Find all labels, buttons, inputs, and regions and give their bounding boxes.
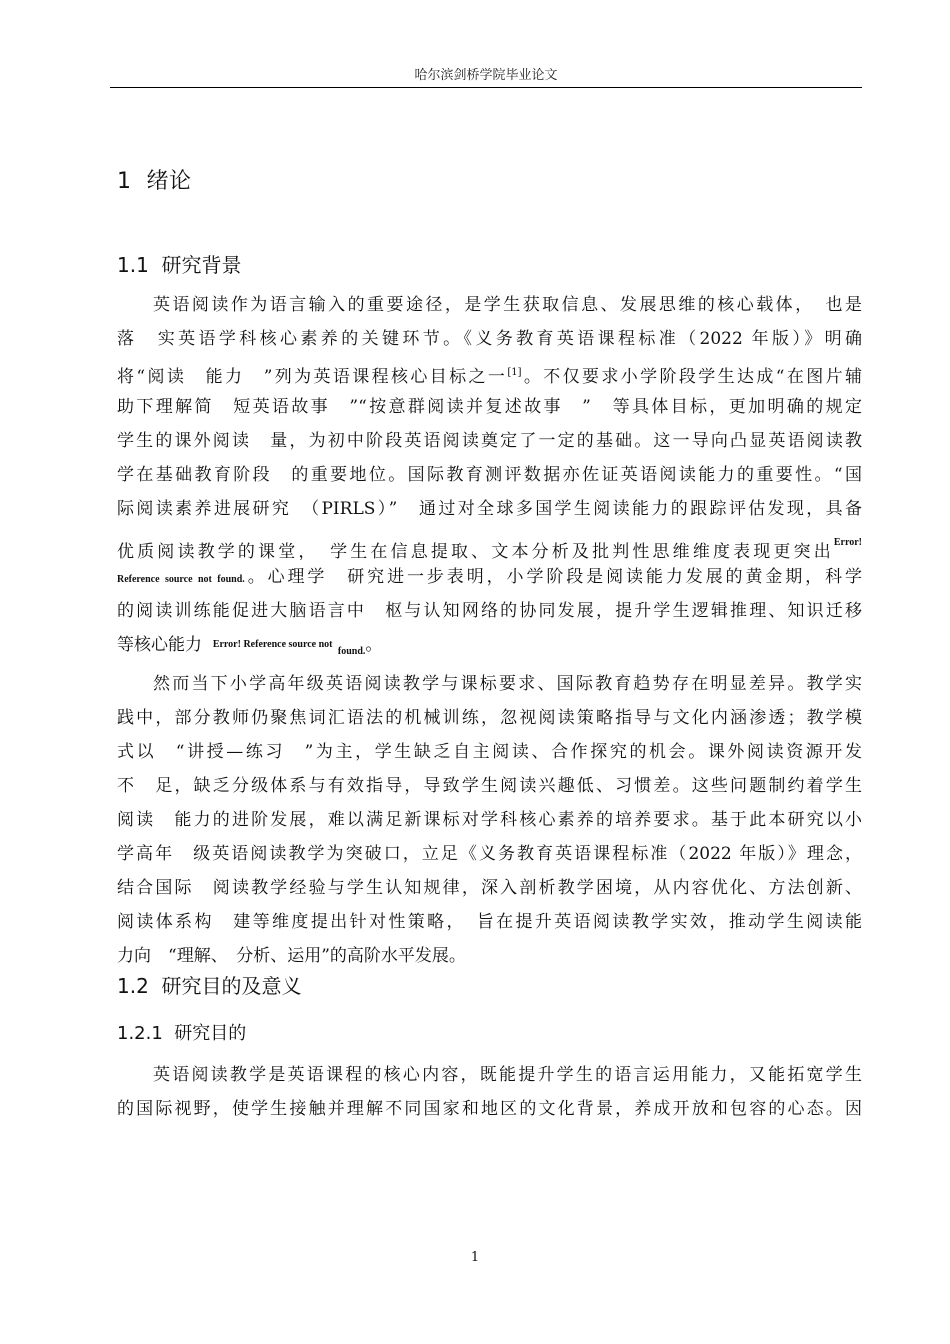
paragraph-line: 不 足，缺乏分级体系与有效指导，导致学生阅读兴趣低、习惯差。这些问题制约着学生 — [117, 776, 862, 796]
paragraph-line: 结合国际 阅读教学经验与学生认知规律，深入剖析教学困境，从内容优化、方法创新、 — [117, 878, 862, 898]
background-paragraph-2 — [117, 667, 862, 973]
paragraph-line: 的阅读训练能促进大脑语言中 枢与认知网络的协同发展，提升学生逻辑推理、知识迁移 — [117, 601, 862, 621]
page-header: 哈尔滨剑桥学院毕业论文 — [414, 68, 558, 83]
purpose-paragraph — [117, 1058, 862, 1126]
reference-error: Reference source not found. — [117, 574, 245, 585]
reference-error: Error! — [833, 537, 862, 548]
paragraph-line: 力向 “理解、 分析、运用”的高阶水平发展。 — [117, 946, 466, 966]
paragraph-line — [117, 356, 862, 390]
paragraph-line — [117, 560, 862, 594]
line-text: 。 — [365, 635, 383, 655]
line-text: 优质阅读教学的课堂， 学生在信息提取、文本分析及批判性思维维度表现更突出 — [117, 542, 834, 560]
line-text: 。不仅要求小学阶段学生达成“在图片辅 — [521, 367, 862, 387]
header-rule — [110, 87, 862, 88]
paragraph-line — [117, 526, 862, 560]
subsection-number: 1.2.1 — [117, 1023, 163, 1044]
paragraph-line: 英语阅读作为语言输入的重要途径，是学生获取信息、发展思维的核心载体， 也是 — [153, 295, 862, 315]
subsection-heading-1-2-1 — [117, 1019, 246, 1045]
paragraph-line: 助下理解简 短英语故事 ”“按意群阅读并复述故事 ” 等具体目标，更加明确的规定 — [117, 397, 862, 417]
paragraph-line: 学生的课外阅读 量，为初中阶段英语阅读奠定了一定的基础。这一导向凸显英语阅读教 — [117, 431, 862, 451]
paragraph-line: 落 实英语学科核心素养的关键环节。《义务教育英语课程标准（2022 年版）》明确 — [117, 329, 862, 349]
paragraph-line: 的国际视野，使学生接触并理解不同国家和地区的文化背景，养成开放和包容的心态。因 — [117, 1099, 862, 1119]
section-title: 研究背景 — [161, 253, 242, 277]
section-heading-1-1 — [117, 249, 242, 278]
reference-error: Error! Reference source not — [212, 639, 333, 650]
paragraph-line: 阅读体系构 建等维度提出针对性策略， 旨在提升英语阅读教学实效，推动学生阅读能 — [117, 912, 862, 932]
section-number: 1.2 — [117, 974, 149, 998]
paragraph-line: 英语阅读教学是英语课程的核心内容，既能提升学生的语言运用能力，又能拓宽学生 — [153, 1065, 862, 1085]
subsection-title: 研究目的 — [174, 1023, 247, 1044]
paragraph-line: 学高年 级英语阅读教学为突破口，立足《义务教育英语课程标准（2022 年版）》理念， — [117, 844, 862, 864]
paragraph-line — [117, 628, 862, 662]
chapter-number: 1 — [117, 169, 132, 194]
paragraph-line: 际阅读素养进展研究 （PIRLS）” 通过对全球多国学生阅读能力的跟踪评估发现，具备 — [117, 499, 862, 519]
chapter-heading — [117, 164, 192, 195]
line-text: 。心理学 研究进一步表明，小学阶段是阅读能力发展的黄金期，科学 — [244, 567, 862, 587]
reference-error: found. — [337, 646, 366, 657]
paragraph-line: 阅读 能力的进阶发展，难以满足新课标对学科核心素养的培养要求。基于此本研究以小 — [117, 810, 862, 830]
page-number: 1 — [470, 1250, 480, 1265]
section-title: 研究目的及意义 — [161, 974, 302, 998]
paragraph-line: 然而当下小学高年级英语阅读教学与课标要求、国际教育趋势存在明显差异。教学实 — [153, 674, 862, 694]
chapter-title: 绪论 — [146, 169, 192, 194]
section-number: 1.1 — [117, 253, 149, 277]
line-text: 将“阅读 能力 ”列为英语课程核心目标之一 — [117, 367, 508, 387]
background-paragraph-1 — [117, 288, 862, 662]
line-text: 等核心能力 — [117, 635, 202, 655]
paragraph-line: 式以 “讲授—练习 ”为主，学生缺乏自主阅读、合作探究的机会。课外阅读资源开发 — [117, 742, 862, 762]
citation-ref: [1] — [507, 367, 522, 378]
paragraph-line: 践中，部分教师仍聚焦词汇语法的机械训练，忽视阅读策略指导与文化内涵渗透；教学模 — [117, 708, 862, 728]
paragraph-line: 学在基础教育阶段 的重要地位。国际教育测评数据亦佐证英语阅读能力的重要性。“国 — [117, 465, 862, 485]
section-heading-1-2 — [117, 970, 302, 999]
